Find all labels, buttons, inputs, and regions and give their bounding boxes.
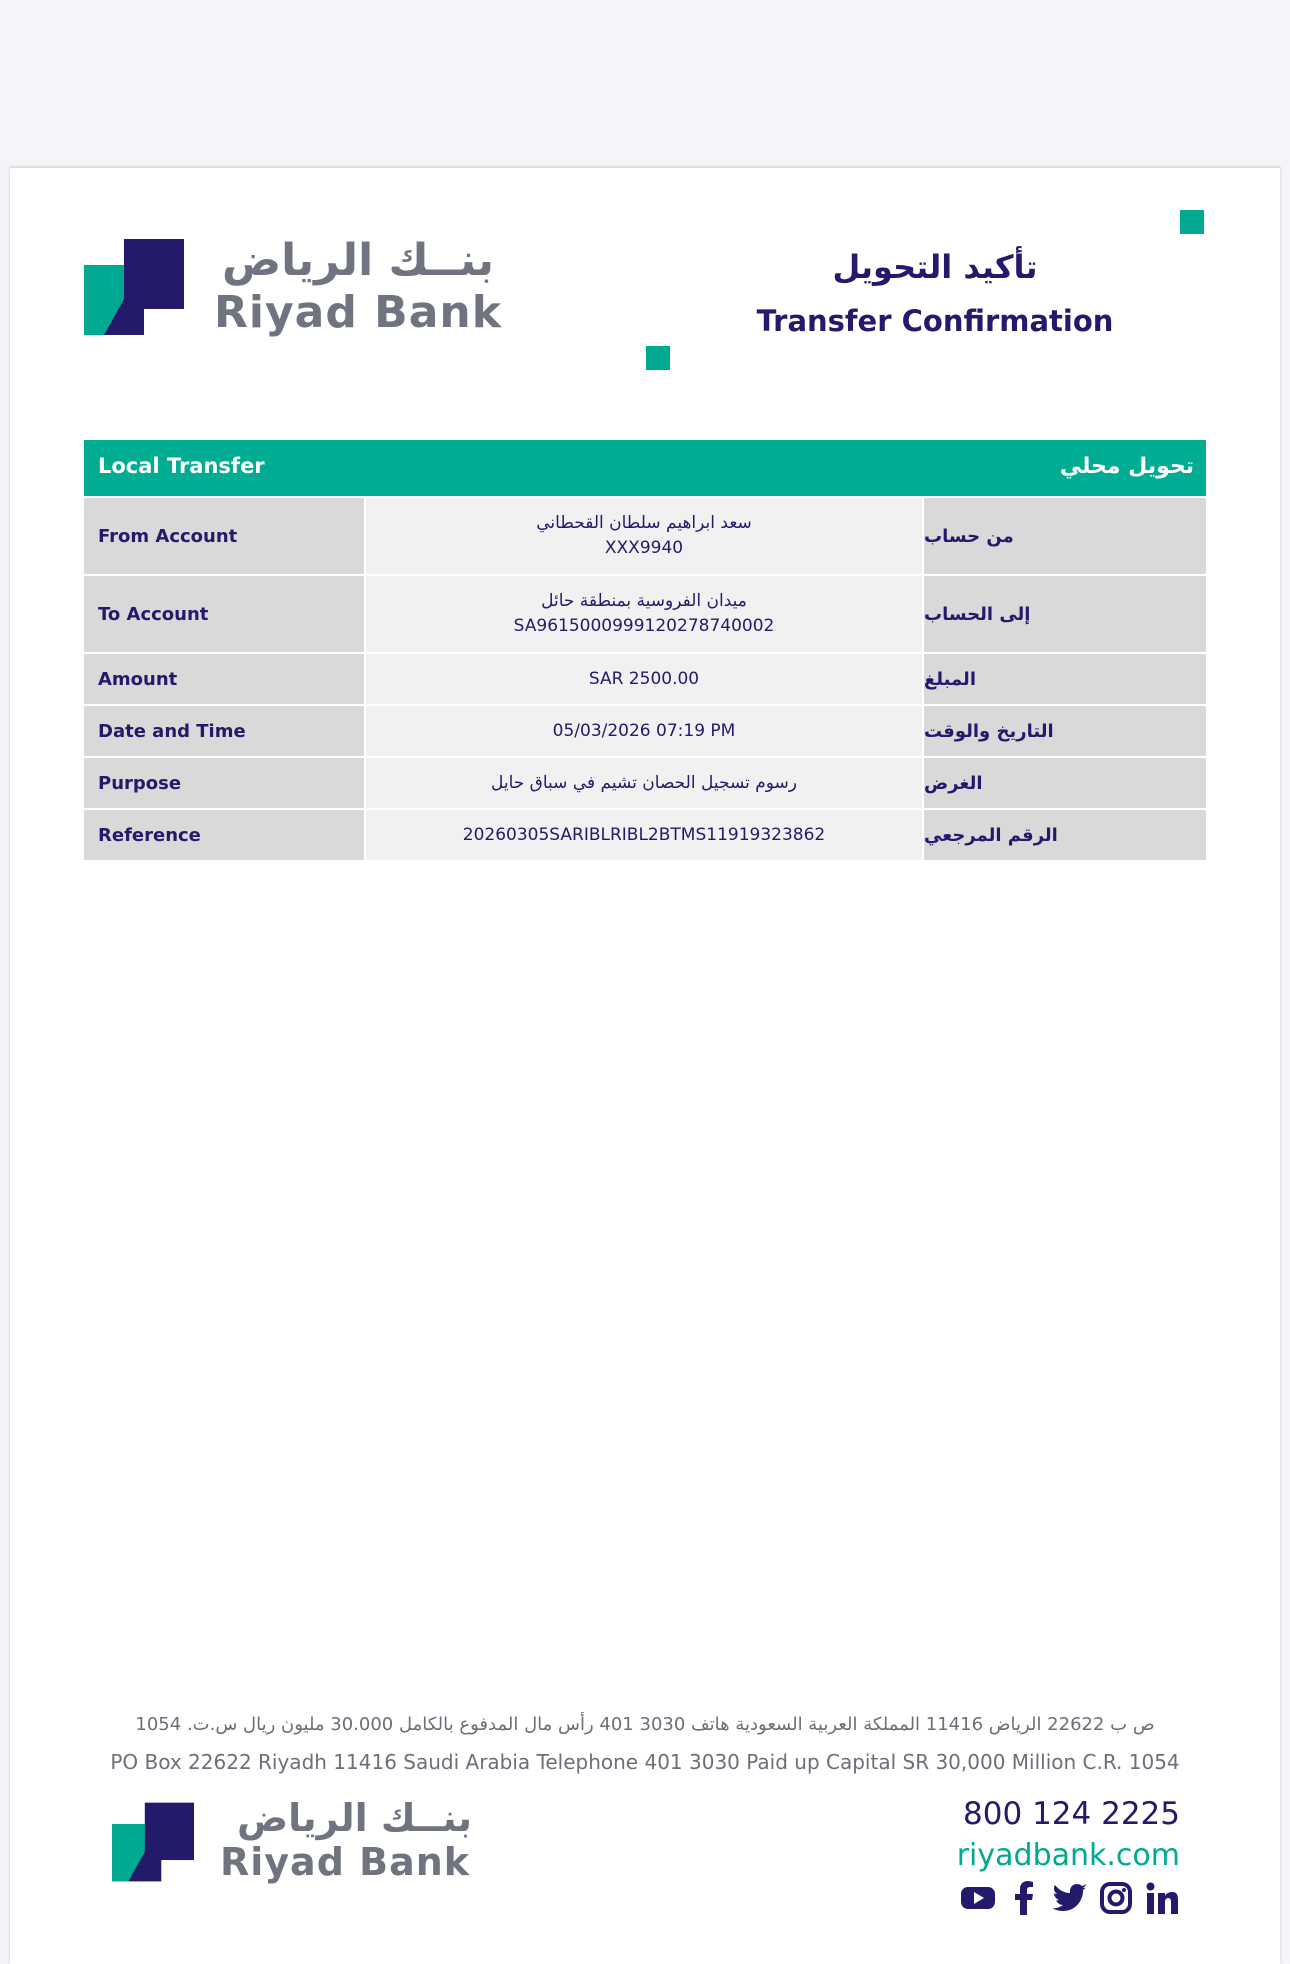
footer-logo-arabic-name: بنــك الرياض: [237, 1796, 472, 1840]
row-value: [364, 576, 924, 652]
decorative-square-top-right: [1180, 210, 1204, 234]
footer-logo-english-name: Riyad Bank: [220, 1840, 471, 1884]
table-row-to-account: [84, 574, 1206, 652]
table-row-amount: [84, 652, 1206, 704]
logo-english-name: Riyad Bank: [214, 287, 502, 338]
footer-address-arabic: ص ب 22622 الرياض 11416 المملكة العربية السعودية هاتف 3030 401 رأس مال المدفوع بالكامل 30.000 مليون ريال س.ت. 1054: [135, 1714, 1155, 1735]
row-label-english: From Account: [84, 498, 364, 574]
to-account-iban: SA9615000999120278740002: [513, 616, 775, 636]
row-label-arabic: المبلغ: [924, 654, 1206, 704]
row-value: [364, 498, 924, 574]
document-title-arabic: تأكيد التحويل: [832, 248, 1038, 286]
row-label-english: Amount: [84, 654, 364, 704]
contact-phone[interactable]: 800 124 2225: [963, 1796, 1180, 1832]
reference-value: 20260305SARIBLRIBL2BTMS11919323862: [364, 810, 924, 860]
row-label-arabic: الغرض: [924, 758, 1206, 808]
table-header: [84, 440, 1206, 496]
row-label-arabic: الرقم المرجعي: [924, 810, 1206, 860]
row-label-english: To Account: [84, 576, 364, 652]
row-label-english: Purpose: [84, 758, 364, 808]
from-account-name: سعد ابراهيم سلطان القحطاني: [536, 513, 752, 533]
row-label-english: Reference: [84, 810, 364, 860]
social-links: [960, 1880, 1180, 1916]
table-row-from-account: [84, 496, 1206, 574]
decorative-square-middle: [646, 346, 670, 370]
footer-riyad-bank-logo: [112, 1796, 472, 1892]
row-label-english: Date and Time: [84, 706, 364, 756]
logo-arabic-name: بنــك الرياض: [221, 235, 494, 286]
riyad-bank-mark-icon: [84, 239, 184, 335]
row-label-arabic: من حساب: [924, 498, 1206, 574]
to-account-name: ميدان الفروسية بمنطقة حائل: [541, 591, 747, 611]
footer-address-english: PO Box 22622 Riyadh 11416 Saudi Arabia Telephone 401 3030 Paid up Capital SR 30,000 Million C.R. 1054: [110, 1750, 1180, 1774]
instagram-icon[interactable]: [1098, 1880, 1134, 1916]
amount-value: SAR 2500.00: [364, 654, 924, 704]
date-time-value: 05/03/2026 07:19 PM: [364, 706, 924, 756]
table-title-arabic: تحويل محلي: [1059, 454, 1194, 479]
table-row-reference: [84, 808, 1206, 860]
linkedin-icon[interactable]: [1144, 1880, 1180, 1916]
table-row-date-time: [84, 704, 1206, 756]
document-title-english: Transfer Confirmation: [756, 304, 1114, 338]
footer-riyad-bank-mark-icon: [112, 1802, 194, 1882]
facebook-icon[interactable]: [1006, 1880, 1042, 1916]
purpose-value: رسوم تسجيل الحصان تشيم في سباق حايل: [364, 758, 924, 808]
table-row-purpose: [84, 756, 1206, 808]
transfer-details-table: [84, 440, 1206, 860]
youtube-icon[interactable]: [960, 1880, 996, 1916]
riyad-bank-logo: [84, 235, 502, 339]
transfer-document: [10, 168, 1280, 1964]
twitter-icon[interactable]: [1052, 1880, 1088, 1916]
website-link[interactable]: riyadbank.com: [956, 1838, 1180, 1873]
table-title-english: Local Transfer: [98, 454, 265, 478]
row-label-arabic: التاريخ والوقت: [924, 706, 1206, 756]
row-label-arabic: إلى الحساب: [924, 576, 1206, 652]
from-account-number: XXX9940: [604, 538, 684, 558]
